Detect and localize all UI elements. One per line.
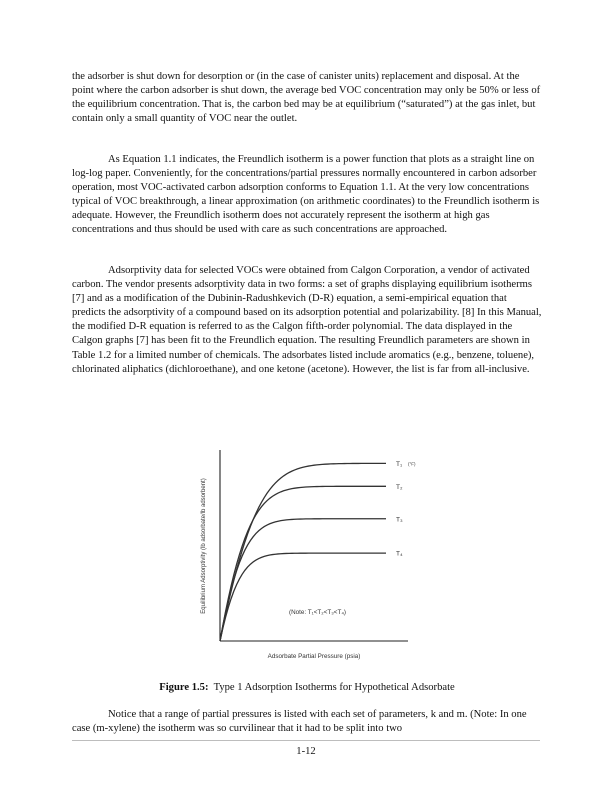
- curve-label-2: T₂: [396, 483, 403, 491]
- figure-caption: [72, 682, 542, 693]
- caption-text: Type 1 Adsorption Isotherms for Hypothetical Adsorbate: [213, 682, 455, 693]
- y-axis-label: Equilibrium Adsorptivity (lb adsorbate/lb adsorbent): [201, 478, 207, 614]
- isotherm-plot: [194, 436, 434, 666]
- footer-divider: [72, 740, 540, 741]
- isotherm-figure: [194, 436, 434, 666]
- paragraph-text: As Equation 1.1 indicates, the Freundlich isotherm is a power function that plots as a straight line on log-log paper. Conveniently, for the concentrations/partial pressures normally encountered in carbon adsorber operation, most VOC-activated carbon adsorption conforms to Equation 1.1. At the very low concentrations typical of VOC breakthrough, a linear approximation (on arithmetic coordinates) to the Freundlich isotherm is adequate. However, the Freundlich isotherm does not accurately represent the isotherm at high gas concentrations and thus should be used with care as such concentrations are approached.: [72, 154, 540, 236]
- isotherm-curve-2: [220, 486, 386, 641]
- curve-label-3: T₃: [396, 516, 403, 524]
- paragraph-partial-pressures: [72, 708, 542, 736]
- curve-label-1: T₁: [396, 460, 403, 468]
- caption-label: Figure 1.5:: [159, 682, 209, 693]
- curve-unit-label: (°F): [408, 461, 416, 467]
- paragraph-continuation: [72, 70, 542, 126]
- paragraph-text: Notice that a range of partial pressures is listed with each set of parameters, k and m. (Note: In one case (m-xylene) the isotherm was so curvilinear that it had to be split into two: [72, 709, 527, 735]
- x-axis-label: Adsorbate Partial Pressure (psia): [267, 653, 361, 660]
- isotherm-curve-4: [220, 553, 386, 641]
- paragraph-calgon-data: [72, 264, 542, 377]
- page-number: 1-12: [296, 746, 316, 757]
- curve-label-4: T₄: [396, 550, 403, 558]
- paragraph-freundlich: [72, 153, 542, 238]
- paragraph-text: Adsorptivity data for selected VOCs were obtained from Calgon Corporation, a vendor of activated carbon. The vendor presents adsorptivity data in two forms: a set of graphs displaying equilibrium isotherms [7] and as a modification of the Dubinin-Radushkevich (D-R) equation, a semi-empirical equation that predicts the adsorptivity of a compound based on its adsorption potential and polarizability. [8] In this Manual, the modified D-R equation is referred to as the Calgon fifth-order polynomial. The data displayed in the Calgon graphs [7] has been fit to the Freundlich equation. The resulting Freundlich parameters are shown in Table 1.2 for a limited number of chemicals. The adsorbates listed include aromatics (e.g., benzene, toluene), chlorinated aliphatics (dichloroethane), and one ketone (acetone). However, the list is far from all-inclusive.: [72, 265, 542, 375]
- paragraph-text: the adsorber is shut down for desorption or (in the case of canister units) replacement and disposal. At the point where the carbon adsorber is shut down, the average bed VOC concentration may only be 50% or less of the equilibrium concentration. That is, the carbon bed may be at equilibrium (“saturated”) at the gas inlet, but contain only a small quantity of VOC near the outlet.: [72, 71, 541, 125]
- figure-note: (Note: T₁<T₂<T₃<T₄): [289, 609, 347, 616]
